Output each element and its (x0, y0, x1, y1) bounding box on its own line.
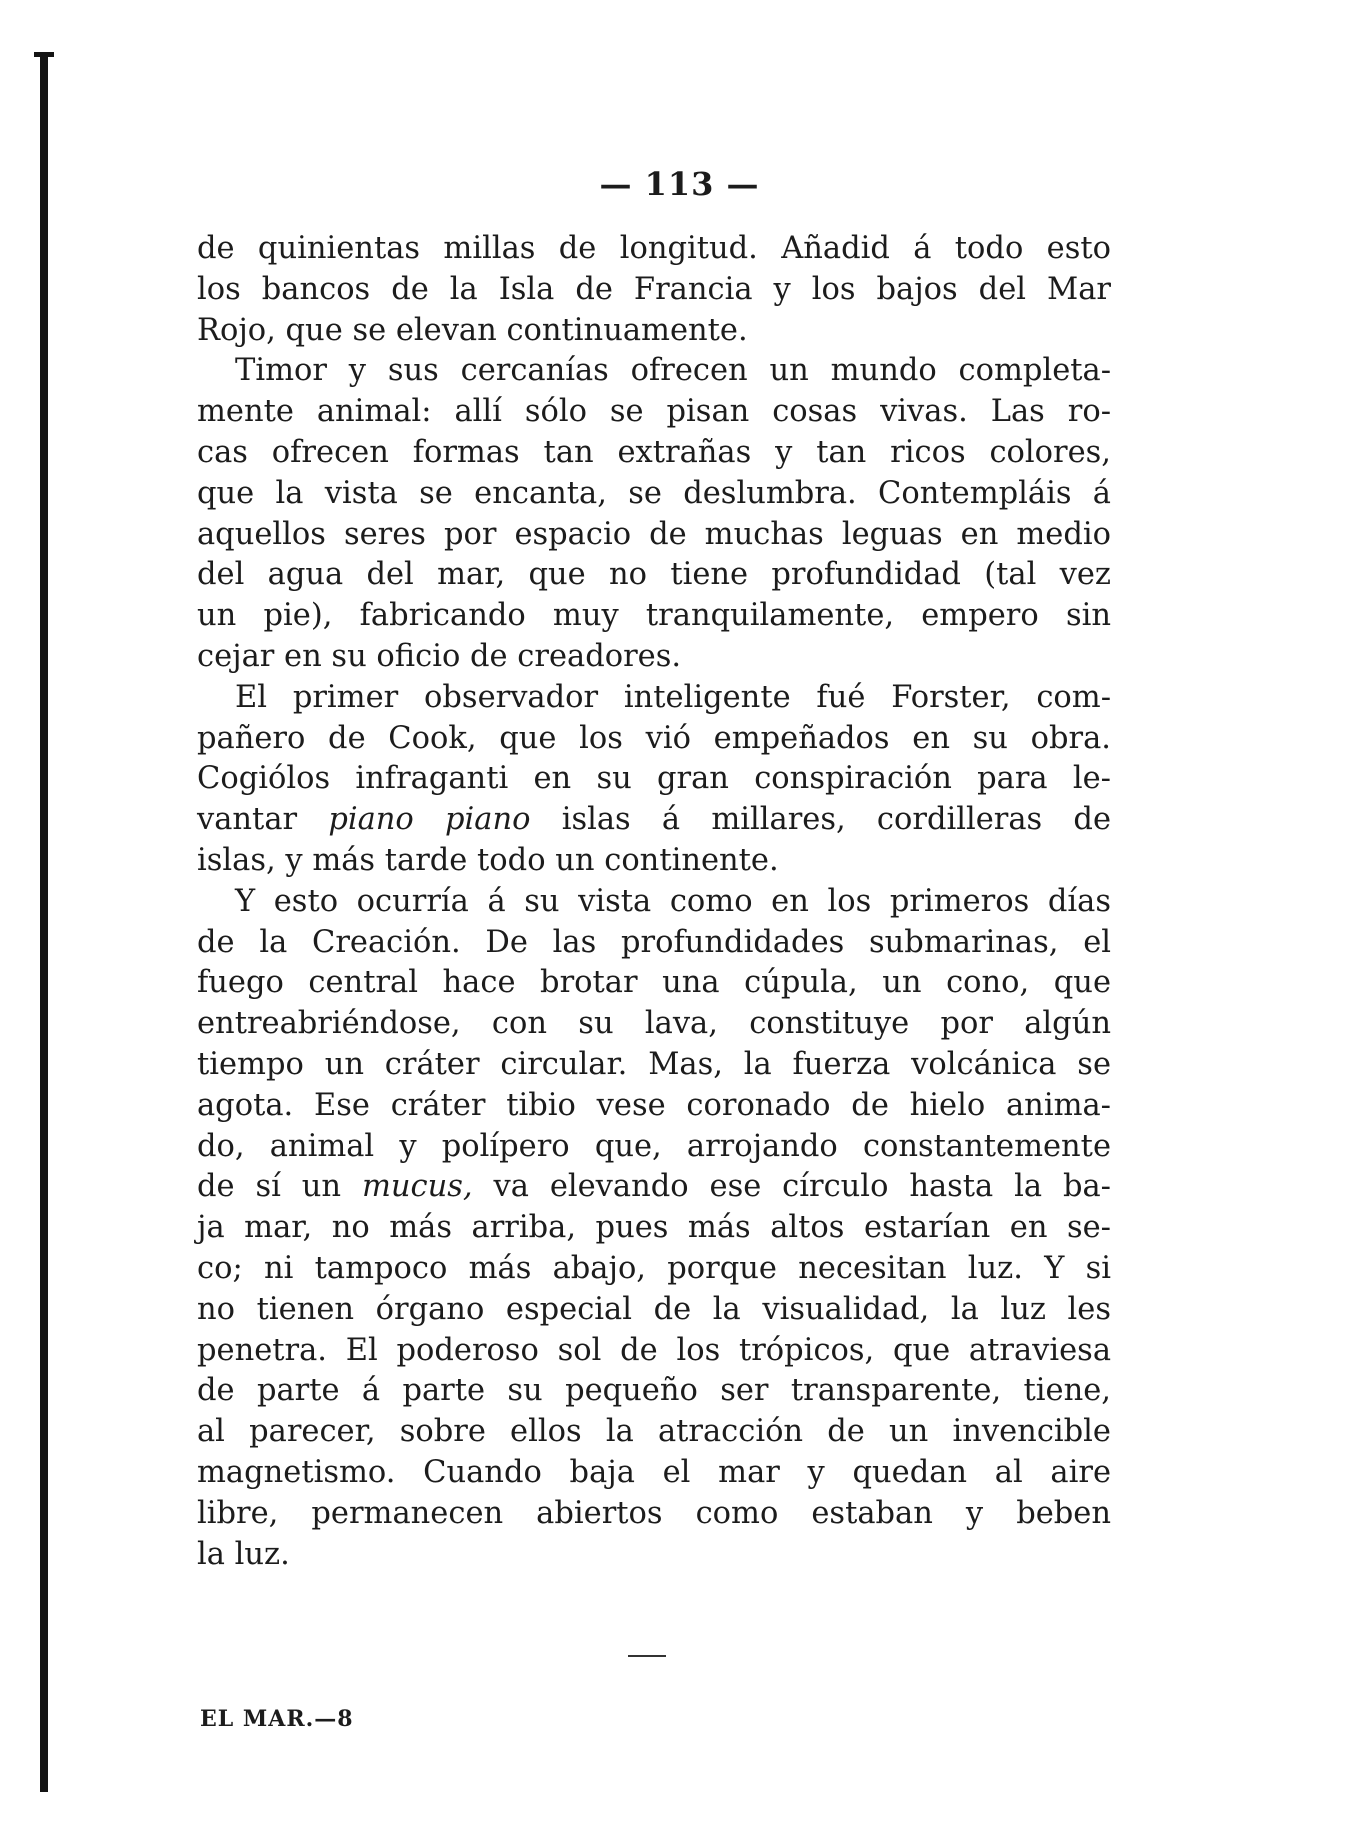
text-line: El primer observador inteligente fué Forster, com- (235, 679, 1111, 715)
text-line: de quinientas millas de longitud. Añadid á todo esto (197, 231, 1111, 266)
text-line: mente animal: allí sólo se pisan cosas vivas. Las ro- (197, 394, 1111, 430)
text-line: de parte á parte su pequeño ser transparente, tiene, (197, 1373, 1111, 1409)
text-line: Y esto ocurría á su vista como en los primeros días (235, 883, 1111, 919)
text-line: agota. Ese cráter tibio vese coronado de hielo anima- (197, 1087, 1111, 1123)
text-line: aquellos seres por espacio de muchas leguas en medio (197, 516, 1111, 552)
text-line: Timor y sus cercanías ofrecen un mundo completa- (235, 353, 1111, 389)
page-number: — 113 — (599, 165, 760, 203)
text-line: un pie), fabricando muy tranquilamente, empero sin (197, 598, 1111, 634)
line-text: de sí un (197, 1169, 362, 1205)
text-line: al parecer, sobre ellos la atracción de un invencible (197, 1414, 1111, 1450)
text-line: que la vista se encanta, se deslumbra. Contempláis á (197, 475, 1111, 511)
text-line: del agua del mar, que no tiene profundidad (tal vez (197, 557, 1111, 593)
text-line (197, 800, 1111, 841)
line-text: va elevando ese círculo hasta la ba- (472, 1169, 1111, 1205)
italic-text: mucus, (361, 1169, 473, 1205)
text-line: los bancos de la Isla de Francia y los bajos del Mar (197, 271, 1111, 307)
body-text (197, 229, 1111, 1575)
text-line: no tienen órgano especial de la visualidad, la luz les (197, 1291, 1111, 1327)
binding-edge (40, 52, 48, 1792)
text-line: magnetismo. Cuando baja el mar y quedan al aire (197, 1454, 1111, 1490)
text-line: islas, y más tarde todo un continente. (197, 842, 779, 878)
separator-rule (628, 1655, 666, 1657)
text-line: cejar en su oficio de creadores. (197, 638, 682, 674)
text-line: penetra. El poderoso sol de los trópicos, que atraviesa (197, 1332, 1111, 1368)
text-line: tiempo un cráter circular. Mas, la fuerza volcánica se (197, 1046, 1111, 1082)
text-line: libre, permanecen abiertos como estaban y beben (197, 1495, 1111, 1531)
text-line: Cogiólos infraganti en su gran conspiración para le- (197, 761, 1111, 797)
text-line: co; ni tampoco más abajo, porque necesitan luz. Y si (197, 1250, 1111, 1286)
line-text: islas á millares, cordilleras de (530, 802, 1111, 838)
line-text: vantar (197, 802, 329, 838)
text-line: cas ofrecen formas tan extrañas y tan ricos colores, (197, 434, 1111, 470)
text-line: ja mar, no más arriba, pues más altos estarían en se- (197, 1210, 1111, 1246)
text-line: fuego central hace brotar una cúpula, un cono, que (197, 965, 1111, 1001)
text-line (197, 1167, 1111, 1208)
text-line: la luz. (197, 1536, 290, 1572)
text-line: entreabriéndose, con su lava, constituye por algún (197, 1006, 1111, 1042)
text-line: do, animal y polípero que, arrojando constantemente (197, 1128, 1111, 1164)
italic-text: piano piano (328, 802, 531, 838)
text-line: de la Creación. De las profundidades submarinas, el (197, 924, 1111, 960)
signature-mark: EL MAR.—8 (200, 1706, 354, 1732)
text-line: Rojo, que se elevan continuamente. (197, 312, 748, 348)
text-line: pañero de Cook, que los vió empeñados en su obra. (197, 720, 1111, 756)
